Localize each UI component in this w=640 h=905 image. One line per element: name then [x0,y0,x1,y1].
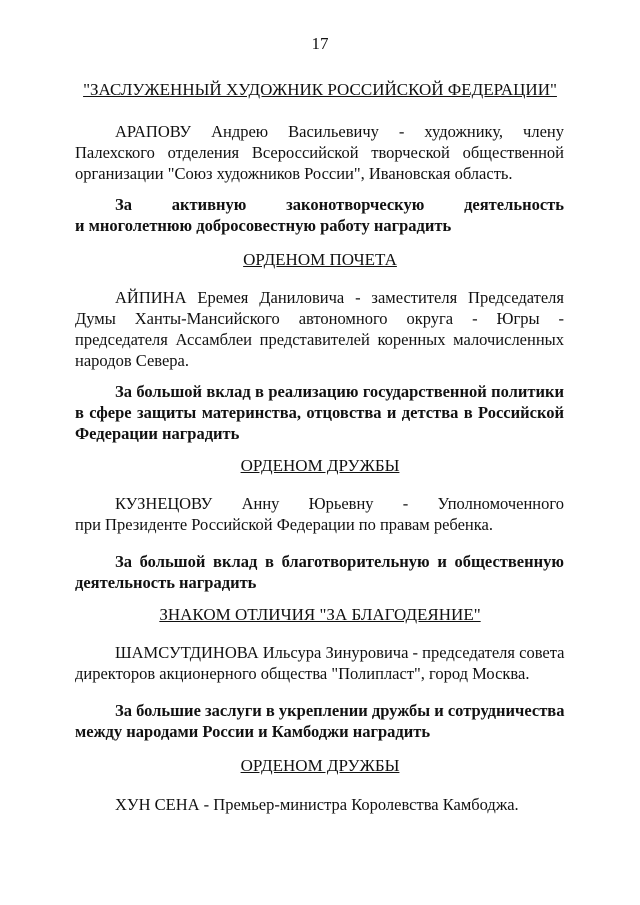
award-heading: ЗНАКОМ ОТЛИЧИЯ "ЗА БЛАГОДЕЯНИЕ" [159,605,481,624]
text-line: За большие заслуги в укреплении дружбы и сотрудничества [115,701,565,720]
award-reason [75,194,564,236]
text-line: председателя Ассамблеи представителей коренных малочисленных [75,330,564,349]
text-line: деятельность наградить [75,573,257,592]
text-line: За активную законотворческую деятельность [115,195,564,214]
award-heading: "ЗАСЛУЖЕННЫЙ ХУДОЖНИК РОССИЙСКОЙ ФЕДЕРАЦИИ" [83,80,557,99]
text-line: АЙПИНА Еремея Даниловича - заместителя Председателя [115,288,564,307]
text-line: Палехского отделения Всероссийской творческой общественной [75,143,564,162]
recipient-paragraph [75,794,564,815]
text-line: между народами России и Камбоджи наградить [75,722,431,741]
recipient-paragraph [75,121,564,184]
award-reason [75,381,564,444]
award-heading: ОРДЕНОМ ДРУЖБЫ [240,756,400,775]
text-line: АРАПОВУ Андрею Васильевичу - художнику, члену [115,122,564,141]
award-heading: ОРДЕНОМ ПОЧЕТА [243,250,397,269]
text-line: Думы Ханты-Мансийского автономного округа - Югры - [75,309,564,328]
award-reason [75,700,564,742]
text-line: и многолетнюю добросовестную работу наградить [75,216,452,235]
text-line: директоров акционерного общества "Полипласт", город Москва. [75,664,530,683]
recipient-paragraph [75,493,564,535]
page-number: 17 [311,34,329,53]
award-reason [75,551,564,593]
text-line: КУЗНЕЦОВУ Анну Юрьевну - Уполномоченного [115,494,564,513]
text-line: Федерации наградить [75,424,240,443]
recipient-paragraph [75,287,564,371]
text-line: в сфере защиты материнства, отцовства и детства в Российской [75,403,564,422]
text-line: ШАМСУТДИНОВА Ильсура Зинуровича - председателя совета [115,643,565,662]
text-line: организации "Союз художников России", Ивановская область. [75,164,513,183]
recipient-paragraph [75,642,564,684]
text-line: За большой вклад в благотворительную и общественную [115,552,564,571]
text-line: при Президенте Российской Федерации по правам ребенка. [75,515,493,534]
text-line: ХУН СЕНА - Премьер-министра Королевства Камбоджа. [115,795,519,814]
award-heading: ОРДЕНОМ ДРУЖБЫ [240,456,400,475]
text-line: За большой вклад в реализацию государственной политики [115,382,564,401]
text-line: народов Севера. [75,351,189,370]
